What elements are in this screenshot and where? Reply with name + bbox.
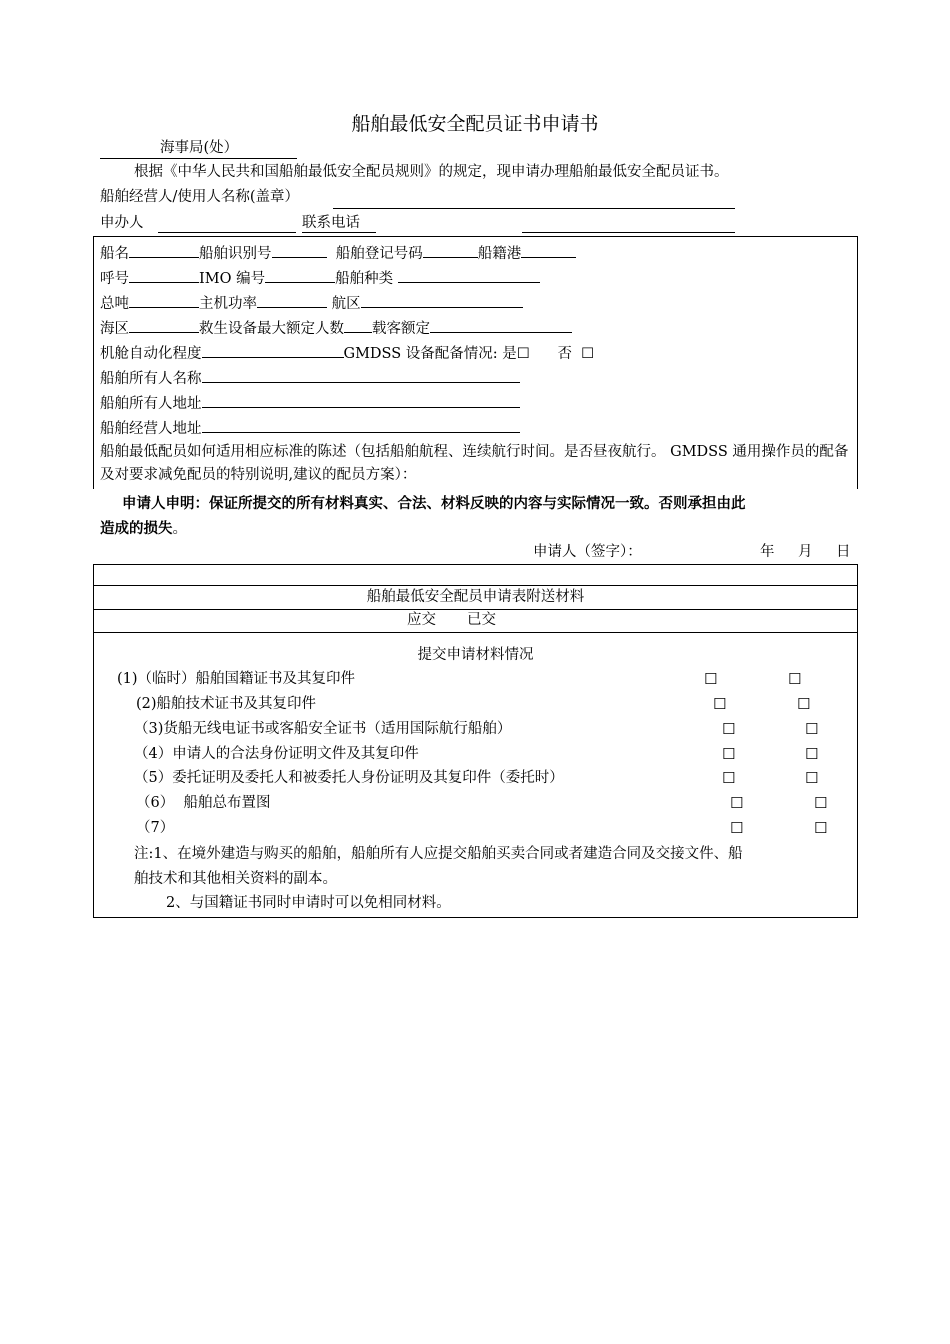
item-1-required-checkbox[interactable]: ☐ bbox=[704, 670, 718, 688]
ship-type-label: 船舶种类 bbox=[335, 271, 394, 287]
col-submitted: 已交 bbox=[467, 612, 496, 628]
item-6-required-checkbox[interactable]: ☐ bbox=[730, 794, 744, 812]
item-4-required-checkbox[interactable]: ☐ bbox=[722, 745, 736, 763]
table-divider-2 bbox=[93, 609, 858, 610]
bureau-label: 海事局(处） bbox=[160, 140, 239, 156]
item-4: （4）申请人的合法身份证明文件及其复印件 bbox=[134, 746, 419, 762]
statement-description: 船舶最低配员如何适用相应标准的陈述（包括船舶航程、连续航行时间。是否昼夜航行。 GMDSS 通用操作员的配备及对要求减免配员的特别说明,建议的配员方案）： bbox=[100, 444, 849, 483]
imo-label: IMO 编号 bbox=[199, 271, 266, 287]
ship-type-field[interactable] bbox=[398, 268, 540, 283]
declaration-line2: 造成的损失 bbox=[100, 520, 173, 537]
ship-id-field[interactable] bbox=[272, 243, 327, 258]
port-field[interactable] bbox=[521, 243, 576, 258]
item-2-submitted-checkbox[interactable]: ☐ bbox=[797, 695, 811, 713]
gmdss-label: GMDSS 设备配备情况: 是 bbox=[343, 346, 517, 362]
row-sea-area bbox=[100, 318, 572, 338]
note-2: 2、与国籍证书同时申请时可以免相同材料。 bbox=[166, 895, 451, 911]
gross-tonnage-label: 总吨 bbox=[100, 296, 129, 312]
callsign-label: 呼号 bbox=[100, 271, 129, 287]
page-title: 船舶最低安全配员证书申请书 bbox=[351, 113, 599, 135]
item-5: （5）委托证明及委托人和被委托人身份证明及其复印件（委托时） bbox=[134, 770, 564, 786]
row-callsign bbox=[100, 268, 540, 288]
item-5-submitted-checkbox[interactable]: ☐ bbox=[805, 769, 819, 787]
ship-name-label: 船名 bbox=[100, 246, 129, 262]
date-day: 日 bbox=[836, 544, 851, 560]
item-1: (1)（临时）船舶国籍证书及其复印件 bbox=[117, 671, 356, 687]
note-1-line1: 注:1、在境外建造与购买的船舶，船舶所有人应提交船舶买卖合同或者建造合同及交接文件、船 bbox=[134, 846, 743, 862]
item-7-submitted-checkbox[interactable]: ☐ bbox=[814, 819, 828, 837]
operator-addr-label: 船舶经营人地址 bbox=[100, 421, 202, 437]
owner-name-label: 船舶所有人名称 bbox=[100, 371, 202, 387]
owner-addr-field[interactable] bbox=[202, 393, 520, 408]
item-7: （7） bbox=[136, 820, 175, 836]
phone-label: 联系电话 bbox=[302, 215, 360, 231]
item-7-required-checkbox[interactable]: ☐ bbox=[730, 819, 744, 837]
item-5-required-checkbox[interactable]: ☐ bbox=[722, 769, 736, 787]
reg-no-label: 船舶登记号码 bbox=[335, 246, 423, 262]
item-3-submitted-checkbox[interactable]: ☐ bbox=[805, 720, 819, 738]
item-3-required-checkbox[interactable]: ☐ bbox=[722, 720, 736, 738]
gross-tonnage-field[interactable] bbox=[129, 293, 199, 308]
item-2-required-checkbox[interactable]: ☐ bbox=[713, 695, 727, 713]
automation-field[interactable] bbox=[202, 343, 344, 358]
declaration-line2-wrap bbox=[100, 520, 187, 538]
phone-field[interactable] bbox=[522, 232, 735, 233]
row-operator-addr bbox=[100, 418, 520, 438]
item-2: (2)船舶技术证书及其复印件 bbox=[136, 696, 317, 712]
operator-name-field[interactable] bbox=[333, 208, 735, 209]
owner-name-field[interactable] bbox=[202, 368, 520, 383]
imo-field[interactable] bbox=[265, 268, 335, 283]
sea-area-field[interactable] bbox=[129, 318, 199, 333]
passenger-field[interactable] bbox=[430, 318, 572, 333]
engine-power-label: 主机功率 bbox=[199, 296, 257, 312]
submit-title: 提交申请材料情况 bbox=[417, 647, 534, 663]
lifesaving-field[interactable] bbox=[344, 318, 372, 333]
declaration-end: 。 bbox=[172, 521, 187, 537]
callsign-field[interactable] bbox=[129, 268, 199, 283]
declaration-line1: 申请人申明：保证所提交的所有材料真实、合法、材料反映的内容与实际情况一致。否则承担由此 bbox=[122, 495, 746, 512]
row-owner-name bbox=[100, 368, 520, 388]
sea-area-label: 海区 bbox=[100, 321, 129, 337]
nav-area-field[interactable] bbox=[361, 293, 523, 308]
item-1-submitted-checkbox[interactable]: ☐ bbox=[788, 670, 802, 688]
owner-addr-label: 船舶所有人地址 bbox=[100, 396, 202, 412]
signature-label: 申请人（签字）： bbox=[533, 544, 642, 560]
bureau-name-line[interactable] bbox=[100, 158, 297, 159]
gmdss-yes-checkbox[interactable]: ☐ bbox=[516, 346, 530, 362]
row-tonnage bbox=[100, 293, 523, 313]
col-required: 应交 bbox=[407, 612, 436, 628]
row-automation bbox=[100, 343, 594, 363]
table-divider-1 bbox=[93, 585, 858, 586]
item-3: （3)货船无线电证书或客船安全证书（适用国际航行船舶） bbox=[134, 721, 512, 737]
operator-addr-field[interactable] bbox=[202, 418, 520, 433]
handler-field[interactable] bbox=[158, 232, 296, 233]
gmdss-no-checkbox[interactable]: ☐ bbox=[581, 346, 595, 362]
nav-area-label: 航区 bbox=[331, 296, 361, 312]
date-month: 月 bbox=[798, 544, 813, 560]
date-year: 年 bbox=[760, 544, 775, 560]
reg-no-field[interactable] bbox=[423, 243, 478, 258]
item-6-submitted-checkbox[interactable]: ☐ bbox=[814, 794, 828, 812]
row-owner-addr bbox=[100, 393, 520, 413]
table-divider-3 bbox=[93, 632, 858, 633]
item-4-submitted-checkbox[interactable]: ☐ bbox=[805, 745, 819, 763]
note-1-line2: 舶技术和其他相关资料的副本。 bbox=[134, 871, 337, 887]
phone-label-underline bbox=[302, 232, 376, 233]
ship-id-label: 船舶识别号 bbox=[199, 246, 272, 262]
intro-text: 根据《中华人民共和国船舶最低安全配员规则》的规定，现申请办理船舶最低安全配员证书。 bbox=[134, 164, 729, 180]
engine-power-field[interactable] bbox=[257, 293, 327, 308]
operator-label: 船舶经营人/使用人名称(盖章） bbox=[100, 189, 300, 205]
item-6: （6） 船舶总布置图 bbox=[136, 795, 271, 811]
passenger-label: 载客额定 bbox=[372, 321, 430, 337]
row-ship-name bbox=[100, 243, 576, 263]
attach-title: 船舶最低安全配员申请表附送材料 bbox=[366, 589, 585, 605]
gmdss-no-label: 否 bbox=[557, 346, 572, 362]
lifesaving-label: 救生设备最大额定人数 bbox=[199, 321, 344, 337]
port-label: 船籍港 bbox=[477, 246, 522, 262]
automation-label: 机舱自动化程度 bbox=[100, 346, 202, 362]
handler-label: 申办人 bbox=[100, 215, 144, 231]
ship-name-field[interactable] bbox=[129, 243, 199, 258]
